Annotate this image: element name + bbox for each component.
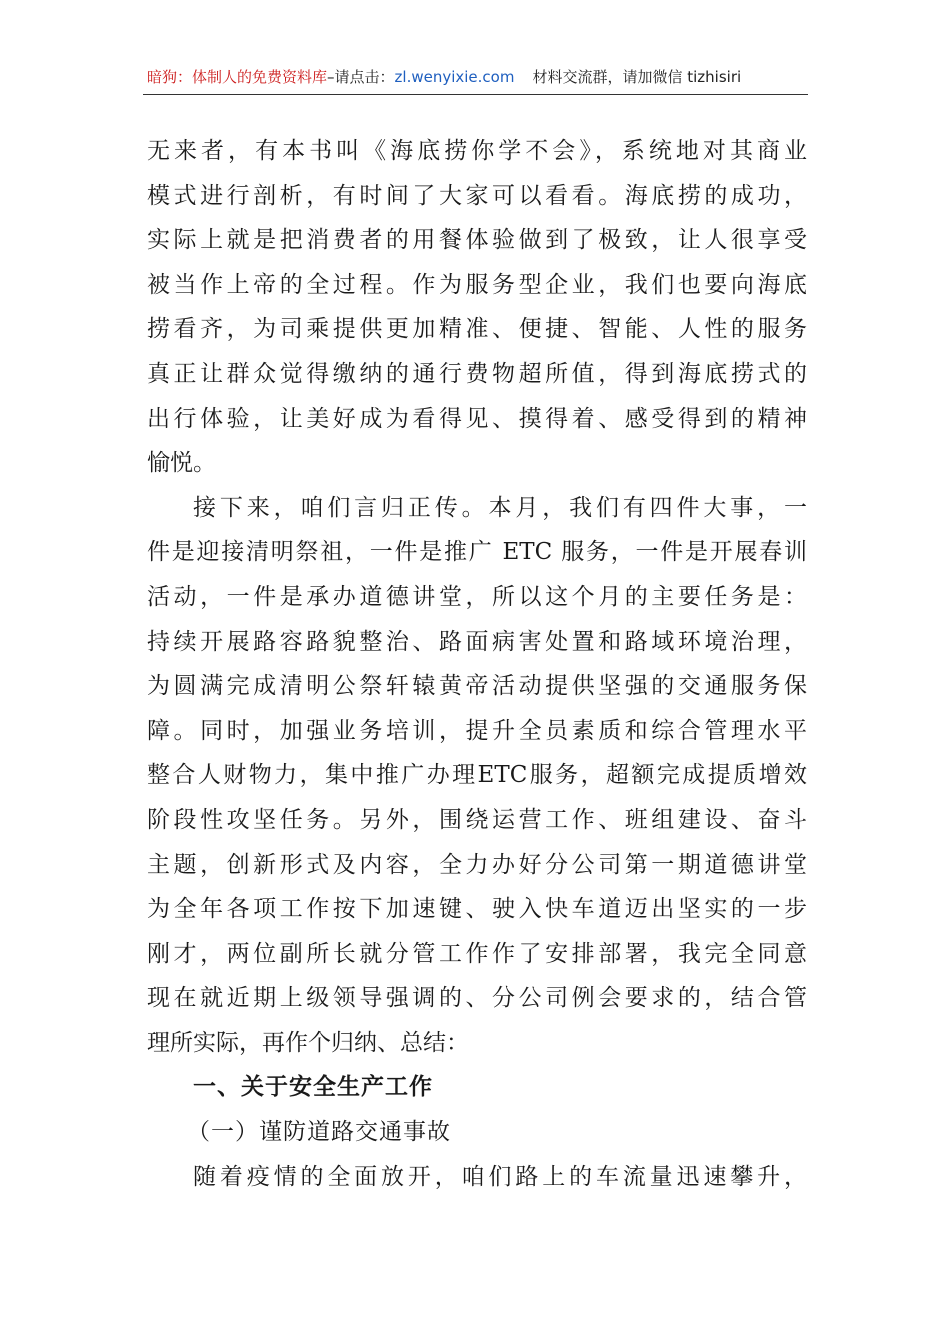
header-link[interactable]: zl.wenyixie.com bbox=[394, 68, 515, 86]
subsection-heading: （一）谨防道路交通事故 bbox=[187, 1119, 451, 1146]
paragraph-line: 障。同时，加强业务培训，提升全员素质和综合管理水平 bbox=[147, 717, 807, 744]
paragraph-line: 主题，创新形式及内容，全力办好分公司第一期道德讲堂 bbox=[147, 851, 807, 878]
paragraph-line: 出行体验，让美好成为看得见、摸得着、感受得到的精神 bbox=[147, 405, 807, 432]
paragraph-line: 持续开展路容路貌整治、路面病害处置和路域环境治理， bbox=[147, 628, 807, 655]
paragraph-line: 实际上就是把消费者的用餐体验做到了极致，让人很享受 bbox=[147, 227, 807, 254]
paragraph-line: 捞看齐，为司乘提供更加精准、便捷、智能、人性的服务 bbox=[147, 316, 807, 343]
paragraph-line: 件是迎接清明祭祖，一件是推广 ETC 服务，一件是开展春训 bbox=[147, 539, 807, 566]
header-click-hint: –请点击： bbox=[327, 68, 395, 86]
paragraph-line: 真正让群众觉得缴纳的通行费物超所值，得到海底捞式的 bbox=[147, 360, 807, 387]
paragraph-line: 现在就近期上级领导强调的、分公司例会要求的，结合管 bbox=[147, 985, 807, 1012]
paragraph-line: 活动，一件是承办道德讲堂，所以这个月的主要任务是： bbox=[147, 583, 807, 610]
paragraph-line: 为全年各项工作按下加速键、驶入快车道迈出坚实的一步 bbox=[147, 896, 807, 923]
document-body bbox=[147, 129, 807, 1199]
header-title: 暗狗：体制人的免费资料库 bbox=[147, 68, 328, 86]
section-heading: 一、关于安全生产工作 bbox=[193, 1074, 433, 1101]
paragraph-line: 阶段性攻坚任务。另外，围绕运营工作、班组建设、奋斗 bbox=[147, 806, 807, 833]
page-header bbox=[147, 66, 807, 96]
paragraph-line: 理所实际，再作个归纳、总结： bbox=[147, 1029, 469, 1056]
paragraph-line: 为圆满完成清明公祭轩辕黄帝活动提供坚强的交通服务保 bbox=[147, 673, 807, 700]
paragraph-line: 刚才，两位副所长就分管工作作了安排部署，我完全同意 bbox=[147, 940, 807, 967]
paragraph-line: 被当作上帝的全过程。作为服务型企业，我们也要向海底 bbox=[147, 271, 807, 298]
paragraph-line: 整合人财物力，集中推广办理ETC服务，超额完成提质增效 bbox=[147, 762, 807, 789]
paragraph-line: 愉悦。 bbox=[147, 450, 216, 477]
header-divider bbox=[143, 94, 808, 95]
paragraph-line: 无来者，有本书叫《海底捞你学不会》，系统地对其商业 bbox=[147, 138, 807, 164]
paragraph-line: 随着疫情的全面放开，咱们路上的车流量迅速攀升， bbox=[193, 1163, 807, 1190]
paragraph-line: 模式进行剖析，有时间了大家可以看看。海底捞的成功， bbox=[147, 182, 807, 209]
header-contact: 材料交流群，请加微信 tizhisiri bbox=[532, 68, 742, 86]
paragraph-line: 接下来，咱们言归正传。本月，我们有四件大事，一 bbox=[193, 494, 807, 521]
